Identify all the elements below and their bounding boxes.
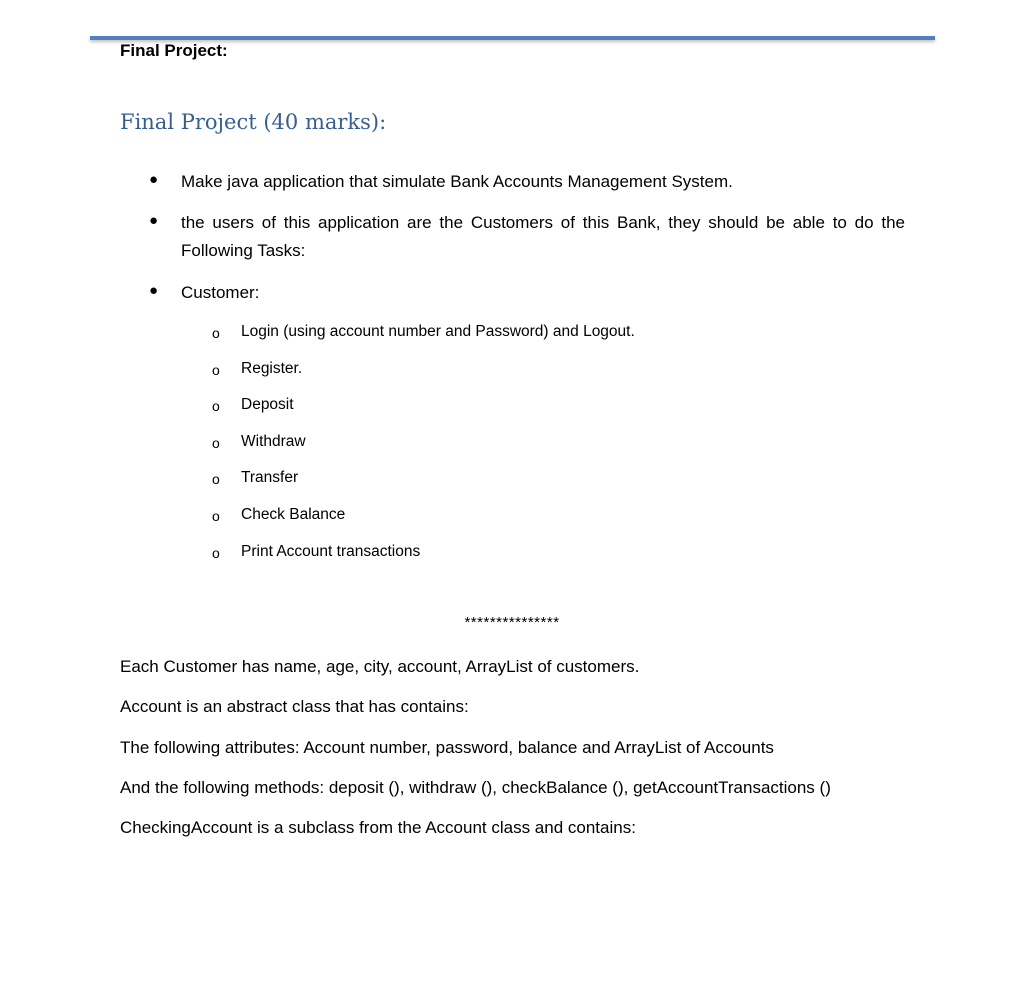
task-text: Transfer <box>241 469 299 486</box>
task-item <box>212 359 303 379</box>
paragraph: Account is an abstract class that has contains: <box>120 697 469 716</box>
paragraph: The following attributes: Account number, password, balance and ArrayList of Accounts <box>120 738 774 757</box>
task-text: Deposit <box>241 396 294 413</box>
paragraph: CheckingAccount is a subclass from the Account class and contains: <box>120 818 636 837</box>
task-item <box>212 322 635 342</box>
hollow-circle-icon: o <box>212 398 220 414</box>
bullet-icon: ● <box>149 282 159 299</box>
hollow-circle-icon: o <box>212 545 220 561</box>
paragraph: Each Customer has name, age, city, account, ArrayList of customers. <box>120 657 640 676</box>
header-rule <box>90 36 935 40</box>
task-item <box>212 468 299 488</box>
bullet-text: Make java application that simulate Bank Accounts Management System. <box>181 172 733 191</box>
document-title: Final Project (40 marks): <box>120 110 387 134</box>
bullet-item <box>149 209 905 265</box>
task-item <box>212 505 346 525</box>
bullet-item <box>149 279 905 307</box>
hollow-circle-icon: o <box>212 325 220 341</box>
bullet-icon: ● <box>149 171 159 188</box>
task-text: Register. <box>241 360 303 377</box>
bullet-text: the users of this application are the Customers of this Bank, they should be able to do the Following Tasks: <box>181 213 905 260</box>
hollow-circle-icon: o <box>212 435 220 451</box>
bullet-icon: ● <box>149 212 159 229</box>
task-text: Withdraw <box>241 433 306 450</box>
hollow-circle-icon: o <box>212 508 220 524</box>
bullet-item <box>149 168 905 196</box>
task-text: Print Account transactions <box>241 543 421 560</box>
page-header-label: Final Project: <box>120 41 228 60</box>
paragraph: And the following methods: deposit (), withdraw (), checkBalance (), getAccountTransactions () <box>120 778 831 797</box>
task-item <box>212 395 294 415</box>
task-item <box>212 542 421 562</box>
hollow-circle-icon: o <box>212 362 220 378</box>
task-item <box>212 432 306 452</box>
task-text: Login (using account number and Password) and Logout. <box>241 323 635 340</box>
task-text: Check Balance <box>241 506 346 523</box>
bullet-text: Customer: <box>181 283 260 302</box>
hollow-circle-icon: o <box>212 471 220 487</box>
section-separator: *************** <box>464 614 560 631</box>
